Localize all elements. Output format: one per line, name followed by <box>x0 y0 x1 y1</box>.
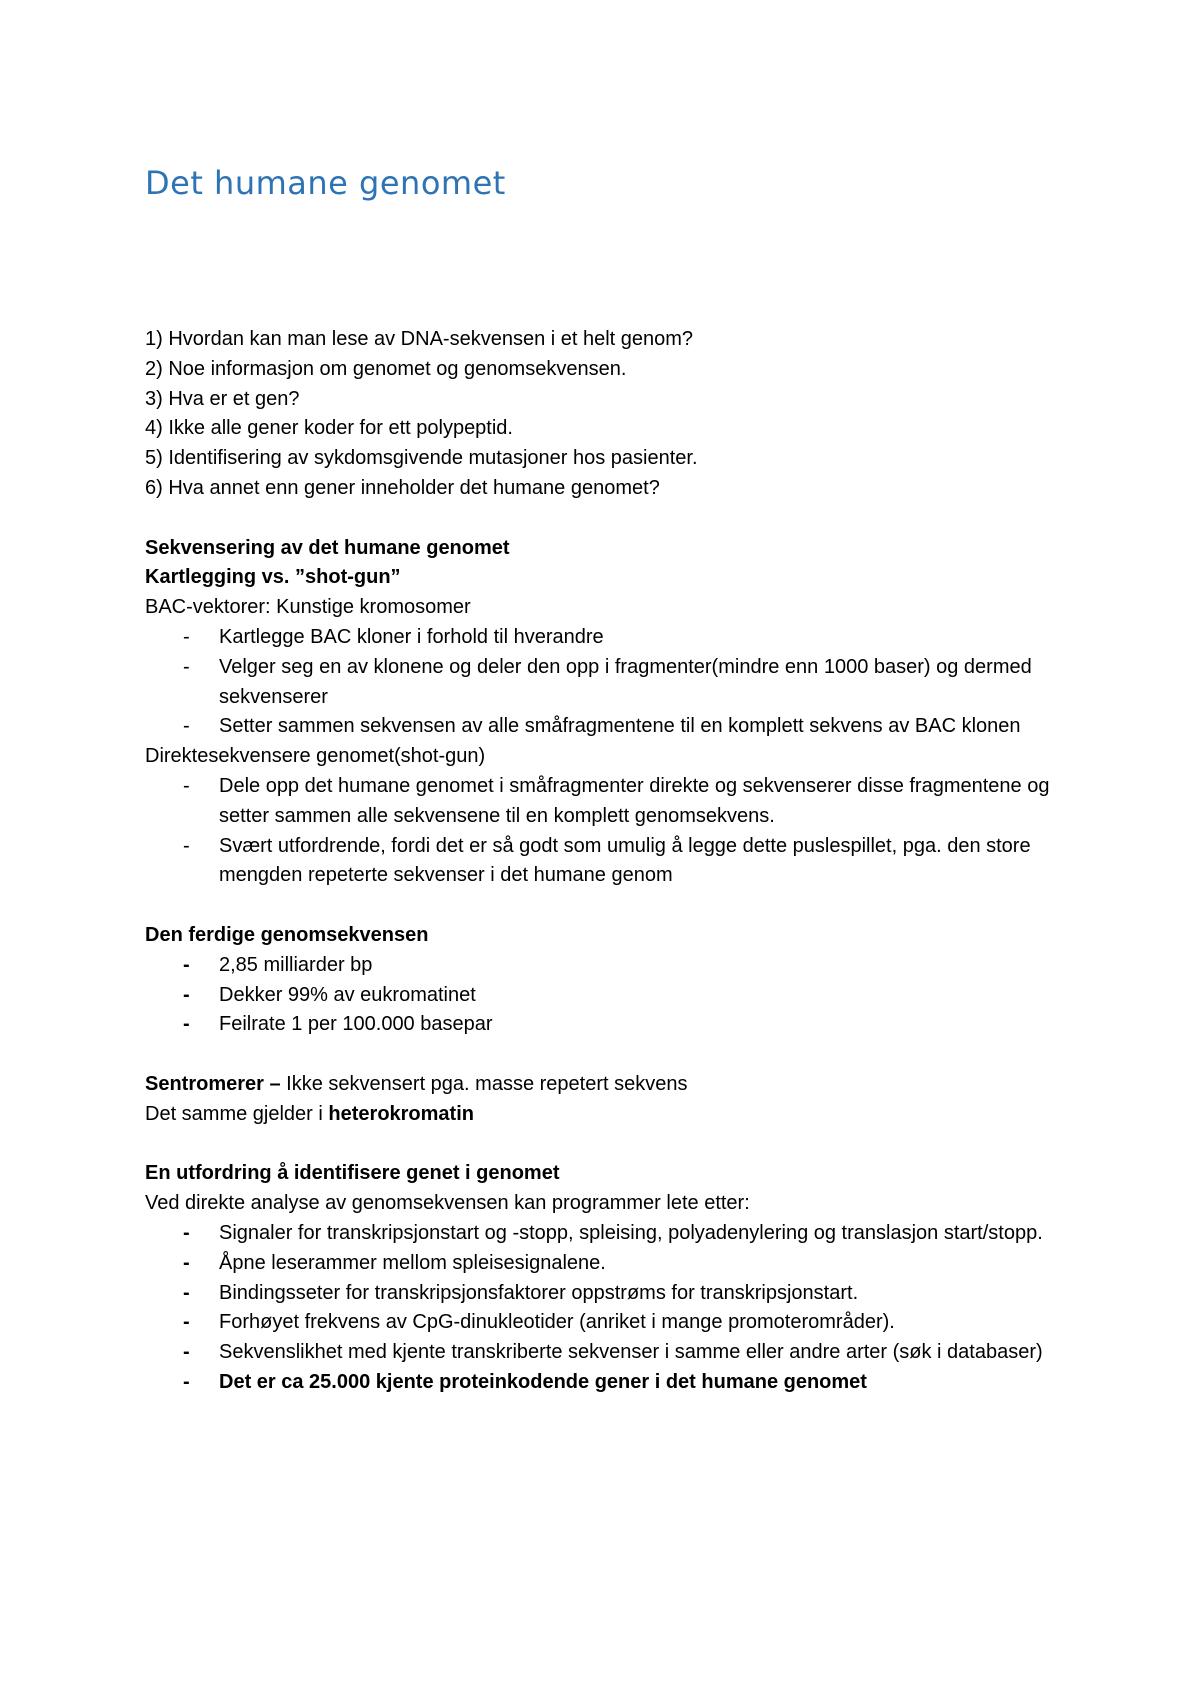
question-line: 3) Hva er et gen? <box>145 387 300 410</box>
list-item-text: Setter sammen sekvensen av alle småfragmentene til en komplett sekvens av BAC klonen <box>219 715 1021 738</box>
paragraph-line: BAC-vektorer: Kunstige kromosomer <box>145 596 471 619</box>
paragraph-text: Det samme gjelder i <box>145 1102 329 1125</box>
list-item <box>145 653 1075 713</box>
list-item <box>145 951 1075 981</box>
paragraph-line <box>145 1070 1075 1100</box>
list-item <box>145 981 1075 1011</box>
question-line: 5) Identifisering av sykdomsgivende mutasjoner hos pasienter. <box>145 447 698 470</box>
list-item <box>145 623 1075 653</box>
list-item-text: Kartlegge BAC kloner i forhold til hverandre <box>219 625 604 648</box>
list-item-text: Sekvenslikhet med kjente transkriberte sekvenser i samme eller andre arter (søk i databaser) <box>219 1341 1043 1364</box>
dash-bullet: - <box>183 834 190 857</box>
list-item-text: Forhøyet frekvens av CpG-dinukleotider (anriket i mange promoterområder). <box>219 1311 895 1334</box>
paragraph-line: Ved direkte analyse av genomsekvensen kan programmer lete etter: <box>145 1192 750 1215</box>
list-item <box>145 832 1075 892</box>
dash-bullet: - <box>183 1370 190 1393</box>
dash-bullet: - <box>183 1221 190 1244</box>
dash-bullet: - <box>183 715 190 738</box>
list-item-text: Dekker 99% av eukromatinet <box>219 983 476 1006</box>
dash-bullet: - <box>183 1341 190 1364</box>
list-item-text: Signaler for transkripsjonstart og -stopp, spleising, polyadenylering og translasjon start/stopp. <box>219 1221 1043 1244</box>
list-item-text: Feilrate 1 per 100.000 basepar <box>219 1013 493 1036</box>
section-heading: Den ferdige genomsekvensen <box>145 923 429 946</box>
list-item <box>145 1368 1075 1398</box>
list-item-text: Svært utfordrende, fordi det er så godt som umulig å legge dette puslespillet, pga. den store mengden repeterte sekvenser i det humane genom <box>219 834 1031 887</box>
list-item <box>145 712 1075 742</box>
section-heading: En utfordring å identifisere genet i genomet <box>145 1162 560 1185</box>
question-line: 2) Noe informasjon om genomet og genomsekvensen. <box>145 357 627 380</box>
dash-bullet: - <box>183 655 190 678</box>
list-item-text: Åpne leserammer mellom spleisesignalene. <box>219 1251 606 1274</box>
bold-term: heterokromatin <box>328 1102 474 1125</box>
bold-term: Sentromerer – <box>145 1072 281 1095</box>
dash-bullet: - <box>183 1013 190 1036</box>
list-item-text: 2,85 milliarder bp <box>219 953 373 976</box>
question-line: 1) Hvordan kan man lese av DNA-sekvensen i et helt genom? <box>145 328 694 350</box>
list-item-text: Dele opp det humane genomet i småfragmenter direkte og sekvenserer disse fragmentene og setter sammen alle sekvensene til en komplett genomsekvens. <box>219 774 1050 827</box>
dash-bullet: - <box>183 1311 190 1334</box>
paragraph-line <box>145 1100 1075 1130</box>
dash-bullet: - <box>183 983 190 1006</box>
list-item-text: Det er ca 25.000 kjente proteinkodende gener i det humane genomet <box>219 1370 867 1393</box>
document-body <box>145 325 1075 1398</box>
list-item <box>145 1010 1075 1040</box>
dash-bullet: - <box>183 1281 190 1304</box>
list-item <box>145 772 1075 832</box>
dash-bullet: - <box>183 774 190 797</box>
list-item <box>145 1308 1075 1338</box>
list-item-text: Velger seg en av klonene og deler den opp i fragmenter(mindre enn 1000 baser) og dermed sekvenserer <box>219 655 1032 708</box>
paragraph-text: Ikke sekvensert pga. masse repetert sekvens <box>280 1072 688 1095</box>
section-heading: Sekvensering av det humane genomet <box>145 536 510 559</box>
page-title: Det humane genomet <box>145 164 506 202</box>
list-item <box>145 1219 1075 1249</box>
list-item <box>145 1338 1075 1368</box>
question-line: 6) Hva annet enn gener inneholder det humane genomet? <box>145 476 660 499</box>
question-line: 4) Ikke alle gener koder for ett polypeptid. <box>145 417 513 440</box>
list-item <box>145 1279 1075 1309</box>
paragraph-line: Direktesekvensere genomet(shot-gun) <box>145 745 486 768</box>
dash-bullet: - <box>183 953 190 976</box>
section-subheading: Kartlegging vs. ”shot-gun” <box>145 566 401 589</box>
list-item <box>145 1249 1075 1279</box>
list-item-text: Bindingsseter for transkripsjonsfaktorer oppstrøms for transkripsjonstart. <box>219 1281 859 1304</box>
dash-bullet: - <box>183 625 190 648</box>
dash-bullet: - <box>183 1251 190 1274</box>
